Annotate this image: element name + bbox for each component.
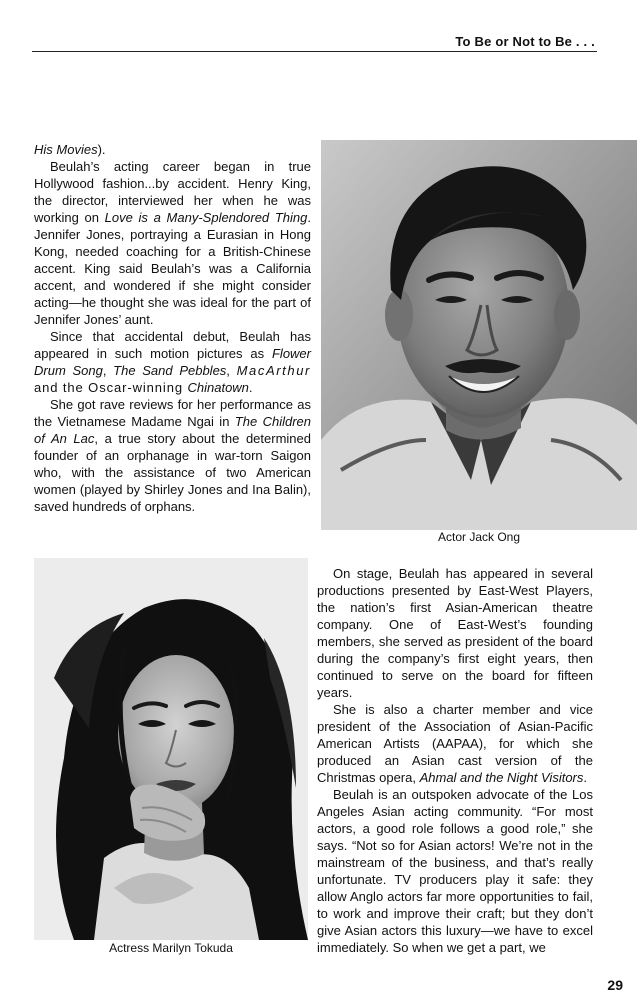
paragraph-rave-reviews: She got rave reviews for her performance as the Vietnamese Madame Ngai in The Children of An Lac, a true story about the determined founder of an orphanage in war-torn Saigon who, with the assistance of two American women (played by Shirley Jones and Ina Balin), saved hundreds of orphans. [34, 397, 311, 514]
photo-marilyn-tokuda [34, 558, 308, 940]
italic-title: Chinatown [187, 380, 249, 395]
portrait-illustration [321, 140, 637, 530]
right-text-column [317, 565, 593, 956]
photo-caption-marilyn-tokuda: Actress Marilyn Tokuda [109, 941, 233, 955]
italic-title: Flower Drum Song [34, 346, 311, 378]
italic-title: The Sand Pebbles [113, 363, 227, 378]
paragraph-on-stage: On stage, Beulah has appeared in several productions presented by East-West Players, the nation’s first Asian-American theatre company. One of East-West’s founding members, she served as president of the board during the company’s first eight years, then continued to serve on the board for fifteen years. [317, 566, 593, 700]
italic-title: The Children of An Lac [34, 414, 311, 446]
left-text-column [34, 141, 311, 515]
portrait-illustration [34, 558, 308, 940]
photo-jack-ong [321, 140, 637, 530]
paragraph-continued: His Movies). [34, 142, 106, 157]
header-rule [32, 51, 597, 52]
italic-title: Love is a Many-Splendored Thing [104, 210, 308, 225]
paragraph-advocate: Beulah is an outspoken advocate of the Los Angeles Asian acting community. “For most actors, a good role follows a good role,” she says. “Not so for Asian actors! We’re not in the mainstream of the business, and that’s really unfortunate. TV producers play it safe: they allow Anglo actors far more opportunities to fail, to work and improve their craft; but they don’t give Asian actors this luxury—we have to excel immediately. So when we get a part, we [317, 787, 593, 955]
photo-caption-jack-ong: Actor Jack Ong [437, 530, 521, 544]
italic-title: Ahmal and the Night Visitors [419, 770, 584, 785]
paragraph-motion-pictures: Since that accidental debut, Beulah has appeared in such motion pictures as Flower Drum Song, The Sand Pebbles, MacArthur and the Oscar-winning Chinatown. [34, 329, 311, 395]
italic-title: His Movies [34, 142, 98, 157]
running-head: To Be or Not to Be . . . [455, 34, 595, 49]
page-number: 29 [607, 977, 623, 993]
paragraph-aapaa: She is also a charter member and vice president of the Association of Asian-Pacific American Artists (AAPAA), for which she produced an Asian cast version of the Christmas opera, Ahmal and the Night Visitors. [317, 702, 593, 785]
italic-title: MacArthur [236, 363, 311, 378]
paragraph-acting-career: Beulah’s acting career began in true Hollywood fashion...by accident. Henry King, the director, interviewed her when he was working on Love is a Many-Splendored Thing. Jennifer Jones, portraying a Eurasian in Hong Kong, needed coaching for a British-Chinese accent. King said Beulah’s was a California accent, and wondered if she might consider acting—he thought she was ideal for the part of Jennifer Jones’ aunt. [34, 159, 312, 327]
